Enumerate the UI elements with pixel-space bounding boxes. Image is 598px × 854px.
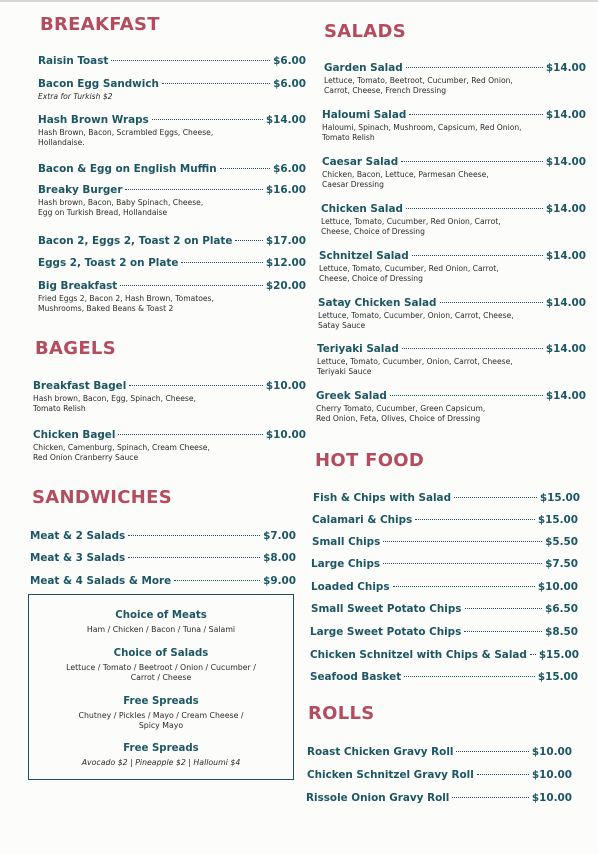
item-description: Haloumi, Spinach, Mushroom, Capsicum, Red Onion, Tomato Relish	[322, 123, 522, 142]
menu-item	[38, 235, 306, 247]
item-name: Raisin Toast	[38, 55, 109, 67]
item-price: $6.00	[273, 163, 306, 175]
rolls-title: ROLLS	[308, 703, 375, 724]
item-description: Lettuce, Tomato, Beetroot, Cucumber, Red Onion, Carrot, Cheese, French Dressing	[324, 76, 513, 95]
item-price: $14.00	[265, 114, 306, 126]
item-price: $15.00	[537, 514, 578, 526]
item-description: Hash brown, Bacon, Egg, Spinach, Cheese, Tomato Relish	[33, 394, 196, 413]
choice-group	[29, 610, 293, 635]
item-description: Cherry Tomato, Cucumber, Green Capsicum, Red Onion, Feta, Olives, Choice of Dressing	[316, 404, 486, 423]
choice-group	[29, 696, 293, 732]
item-price: $14.00	[545, 297, 586, 309]
dot-leader	[412, 255, 543, 256]
menu-item	[319, 250, 586, 283]
choice-text: Avocado $2 | Pineapple $2 | Halloumi $4	[81, 758, 241, 767]
item-description: Extra for Turkish $2	[38, 92, 113, 101]
dot-leader	[129, 385, 263, 386]
item-price: $14.00	[545, 343, 586, 355]
menu-item	[30, 530, 296, 542]
sandwiches-title: SANDWICHES	[32, 487, 172, 508]
dot-leader	[162, 83, 270, 84]
menu-item	[38, 163, 306, 175]
menu-item	[324, 62, 586, 95]
menu-item	[307, 746, 572, 758]
item-name: Meat & 3 Salads	[30, 552, 126, 564]
bagels-title: BAGELS	[35, 338, 116, 359]
dot-leader	[390, 395, 543, 396]
dot-leader	[181, 262, 262, 263]
menu-item	[311, 558, 578, 570]
breakfast-title: BREAKFAST	[40, 14, 160, 35]
item-name: Calamari & Chips	[312, 514, 413, 526]
sandwich-choices-box	[28, 594, 294, 780]
dot-leader	[220, 168, 270, 169]
item-name: Satay Chicken Salad	[318, 297, 437, 309]
item-price: $10.00	[531, 769, 572, 781]
dot-leader	[401, 161, 543, 162]
item-price: $5.50	[545, 536, 578, 548]
item-description: Lettuce, Tomato, Cucumber, Red Onion, Carrot, Cheese, Choice of Dressing	[321, 217, 501, 236]
menu-item	[306, 792, 572, 804]
item-price: $14.00	[545, 203, 586, 215]
item-name: Chicken Schnitzel with Chips & Salad	[310, 649, 527, 661]
dot-leader	[393, 586, 535, 587]
menu-item	[30, 552, 296, 564]
menu-item	[38, 184, 306, 217]
dot-leader	[452, 797, 529, 798]
salads-title: SALADS	[324, 21, 407, 42]
item-price: $10.00	[265, 380, 306, 392]
dot-leader	[118, 434, 262, 435]
menu-item	[312, 536, 578, 548]
choice-text: Ham / Chicken / Bacon / Tuna / Salami	[86, 625, 236, 634]
menu-item	[318, 297, 586, 330]
dot-leader	[174, 580, 260, 581]
item-description: Hash brown, Bacon, Baby Spinach, Cheese, Egg on Turkish Bread, Hollandaise	[38, 198, 204, 217]
item-price: $15.00	[537, 671, 578, 683]
item-price: $10.00	[265, 429, 306, 441]
item-name: Meat & 4 Salads & More	[30, 575, 172, 587]
menu-item	[38, 114, 306, 147]
item-price: $14.00	[545, 62, 586, 74]
item-name: Large Chips	[311, 558, 381, 570]
item-description: Lettuce, Tomato, Cucumber, Red Onion, Carrot, Cheese, Choice of Dressing	[319, 264, 499, 283]
dot-leader	[125, 189, 262, 190]
menu-item	[317, 343, 586, 376]
item-price: $10.00	[537, 581, 578, 593]
item-price: $7.50	[545, 558, 578, 570]
menu-item	[33, 380, 306, 413]
item-name: Chicken Bagel	[33, 429, 116, 441]
dot-leader	[530, 654, 536, 655]
menu-item	[33, 429, 306, 462]
choice-title: Free Spreads	[123, 743, 199, 754]
item-name: Garden Salad	[324, 62, 403, 74]
item-name: Breakfast Bagel	[33, 380, 127, 392]
dot-leader	[152, 119, 263, 120]
item-price: $9.00	[263, 575, 296, 587]
item-name: Large Sweet Potato Chips	[310, 626, 462, 638]
item-description: Lettuce, Tomato, Cucumber, Onion, Carrot, Cheese, Teriyaki Sauce	[317, 357, 513, 376]
menu-item	[38, 280, 306, 313]
item-price: $15.00	[539, 492, 580, 504]
item-name: Chicken Salad	[321, 203, 403, 215]
menu-item	[307, 769, 572, 781]
menu-item	[310, 671, 578, 683]
item-name: Big Breakfast	[38, 280, 118, 292]
dot-leader	[406, 208, 543, 209]
choice-title: Free Spreads	[123, 696, 199, 707]
item-name: Teriyaki Salad	[317, 343, 399, 355]
menu-item	[310, 649, 578, 661]
item-name: Greek Salad	[316, 390, 387, 402]
item-name: Hash Brown Wraps	[38, 114, 149, 126]
choice-group	[29, 743, 293, 768]
item-description: Chicken, Bacon, Lettuce, Parmesan Cheese, Caesar Dressing	[322, 170, 489, 189]
item-price: $10.00	[531, 746, 572, 758]
item-description: Fried Eggs 2, Bacon 2, Hash Brown, Tomatoes, Mushrooms, Baked Beans & Toast 2	[38, 294, 214, 313]
item-description: Hash Brown, Bacon, Scrambled Eggs, Cheese, Hollandaise.	[38, 128, 214, 147]
dot-leader	[477, 774, 529, 775]
item-price: $8.50	[545, 626, 578, 638]
dot-leader	[128, 535, 260, 536]
dot-leader	[406, 67, 543, 68]
dot-leader	[415, 519, 535, 520]
item-name: Fish & Chips with Salad	[313, 492, 452, 504]
menu-item	[310, 626, 578, 638]
item-price: $10.00	[531, 792, 572, 804]
item-name: Bacon Egg Sandwich	[38, 78, 159, 90]
menu-item	[316, 390, 586, 423]
item-price: $12.00	[265, 257, 306, 269]
item-name: Schnitzel Salad	[319, 250, 409, 262]
dot-leader	[465, 608, 543, 609]
choice-text: Lettuce / Tomato / Beetroot / Onion / Cucumber / Carrot / Cheese	[66, 663, 256, 683]
dot-leader	[383, 541, 542, 542]
item-description: Chicken, Camenburg, Spinach, Cream Cheese, Red Onion Cranberry Sauce	[33, 443, 210, 462]
menu-item	[313, 492, 580, 504]
item-name: Haloumi Salad	[322, 109, 407, 121]
item-price: $20.00	[265, 280, 306, 292]
item-price: $14.00	[545, 156, 586, 168]
dot-leader	[402, 348, 543, 349]
dot-leader	[120, 285, 263, 286]
item-price: $6.00	[273, 55, 306, 67]
menu-item	[312, 514, 578, 526]
item-name: Loaded Chips	[311, 581, 390, 593]
item-price: $8.00	[263, 552, 296, 564]
menu-item	[322, 156, 586, 189]
choice-text: Chutney / Pickles / Mayo / Cream Cheese / Spicy Mayo	[78, 711, 244, 731]
right-column	[306, 0, 586, 854]
menu-item	[311, 581, 578, 593]
item-name: Caesar Salad	[322, 156, 399, 168]
menu-item	[311, 603, 578, 615]
item-name: Eggs 2, Toast 2 on Plate	[38, 257, 179, 269]
item-name: Bacon 2, Eggs 2, Toast 2 on Plate	[38, 235, 233, 247]
item-name: Bacon & Egg on English Muffin	[38, 163, 217, 175]
item-name: Seafood Basket	[310, 671, 402, 683]
item-price: $17.00	[265, 235, 306, 247]
item-price: $7.00	[263, 530, 296, 542]
menu-item	[38, 55, 306, 67]
item-name: Meat & 2 Salads	[30, 530, 126, 542]
item-price: $6.50	[545, 603, 578, 615]
menu-item	[321, 203, 586, 236]
item-price: $14.00	[545, 109, 586, 121]
item-name: Chicken Schnitzel Gravy Roll	[307, 769, 474, 781]
menu-item	[38, 257, 306, 269]
dot-leader	[404, 676, 535, 677]
item-price: $14.00	[545, 390, 586, 402]
dot-leader	[454, 497, 537, 498]
item-price: $15.00	[538, 649, 579, 661]
item-name: Breaky Burger	[38, 184, 123, 196]
dot-leader	[128, 557, 260, 558]
dot-leader	[409, 114, 543, 115]
item-name: Rissole Onion Gravy Roll	[306, 792, 450, 804]
menu-item	[38, 78, 306, 102]
item-name: Small Chips	[312, 536, 381, 548]
item-name: Roast Chicken Gravy Roll	[307, 746, 454, 758]
choice-title: Choice of Salads	[113, 648, 209, 659]
item-description: Lettuce, Tomato, Cucumber, Onion, Carrot, Cheese, Satay Sauce	[318, 311, 514, 330]
dot-leader	[383, 563, 542, 564]
dot-leader	[456, 751, 528, 752]
dot-leader	[111, 60, 270, 61]
choice-title: Choice of Meats	[115, 610, 207, 621]
item-price: $16.00	[265, 184, 306, 196]
dot-leader	[464, 631, 542, 632]
item-price: $6.00	[273, 78, 306, 90]
choice-group	[29, 648, 293, 684]
dot-leader	[235, 240, 262, 241]
item-price: $14.00	[545, 250, 586, 262]
hot-food-title: HOT FOOD	[315, 450, 425, 471]
menu-item	[322, 109, 586, 142]
dot-leader	[440, 302, 543, 303]
menu-item	[30, 575, 296, 587]
item-name: Small Sweet Potato Chips	[311, 603, 462, 615]
